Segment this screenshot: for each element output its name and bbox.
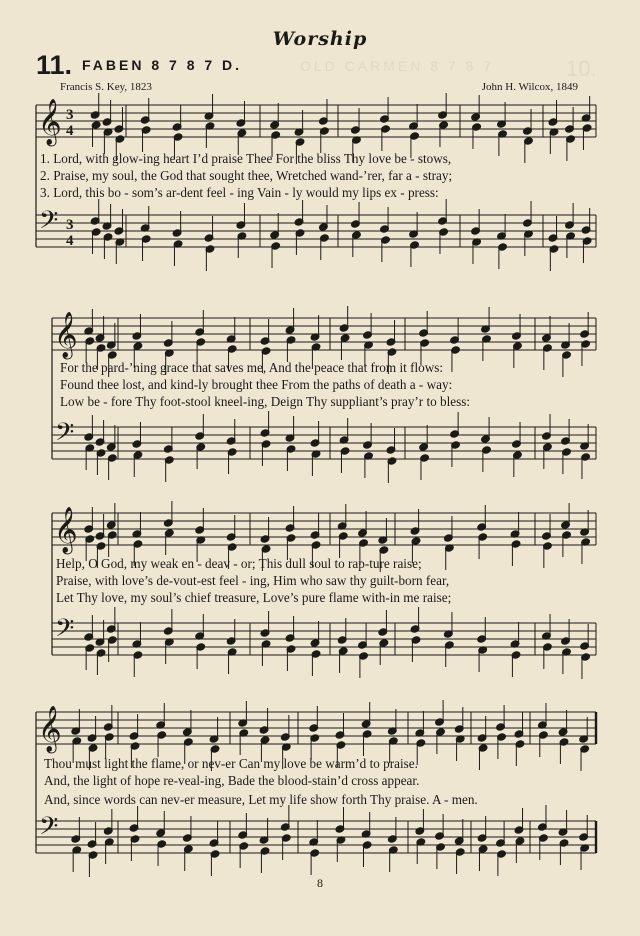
treble-clef: 𝄞 xyxy=(54,312,78,358)
bass-clef: 𝄢 xyxy=(55,418,75,453)
lyric-line: 1. Lord, with glow-ing heart I’d praise Thee For the bliss Thy love be - stows, xyxy=(40,151,452,166)
words-credit: Francis S. Key, 1823 xyxy=(60,81,152,93)
time-signature: 4 xyxy=(66,123,74,139)
treble-clef: 𝄞 xyxy=(38,706,62,752)
lyric-line: Praise, with love’s de-vout-est feel - ing, Him who saw thy guilt-born fear, xyxy=(56,573,450,588)
time-signature: 3 xyxy=(66,107,74,123)
tune-name: FABEN 8 7 8 7 D. xyxy=(82,57,243,73)
treble-clef: 𝄞 xyxy=(54,507,78,553)
bass-clef: 𝄢 xyxy=(55,614,75,649)
lyric-line: Let Thy love, my soul’s chief treasure, Love’s pure flame with-in me raise; xyxy=(56,590,452,605)
lyric-line: 3. Lord, this bo - som’s ar-dent feel - ing Vain - ly would my lips ex - press: xyxy=(40,185,439,200)
lyric-line: Found thee lost, and kind-ly brought thee From the paths of death a - way: xyxy=(60,377,453,392)
lyric-line: Thou must light the flame, or nev-er Can my love be warm’d to praise. xyxy=(44,756,418,771)
lyric-line: Low be - fore Thy foot-stool kneel-ing, Deign Thy suppliant’s pray’r to bless: xyxy=(60,394,471,409)
bleed-through-number: 10. xyxy=(566,56,597,81)
lyric-line: For the pard-’ning grace that saves me, And the peace that from it flows: xyxy=(60,360,444,375)
time-signature: 4 xyxy=(66,233,74,249)
hymn-number: 11. xyxy=(36,50,73,80)
lyric-line: And, the light of hope re-veal-ing, Bade the blood-stain’d cross appear. xyxy=(44,773,420,788)
bleed-through-tune: OLD CARMEN 8 7 8 7 xyxy=(300,58,495,74)
bass-clef: 𝄢 xyxy=(39,812,59,847)
lyric-line: 2. Praise, my soul, the God that sought thee, Wretched wand-’rer, far a - stray; xyxy=(40,168,453,183)
lyric-line: Help, O God, my weak en - deav - or; This dull soul to rap-ture raise; xyxy=(56,556,422,571)
music-credit: John H. Wilcox, 1849 xyxy=(481,81,578,93)
lyric-line: And, since words can nev-er measure, Let my life show forth Thy praise. A - men. xyxy=(44,792,478,807)
page-number: 8 xyxy=(317,876,323,890)
bass-clef: 𝄢 xyxy=(39,206,59,241)
section-title: Worship xyxy=(272,28,368,50)
treble-clef: 𝄞 xyxy=(38,99,62,145)
time-signature: 3 xyxy=(66,217,74,233)
